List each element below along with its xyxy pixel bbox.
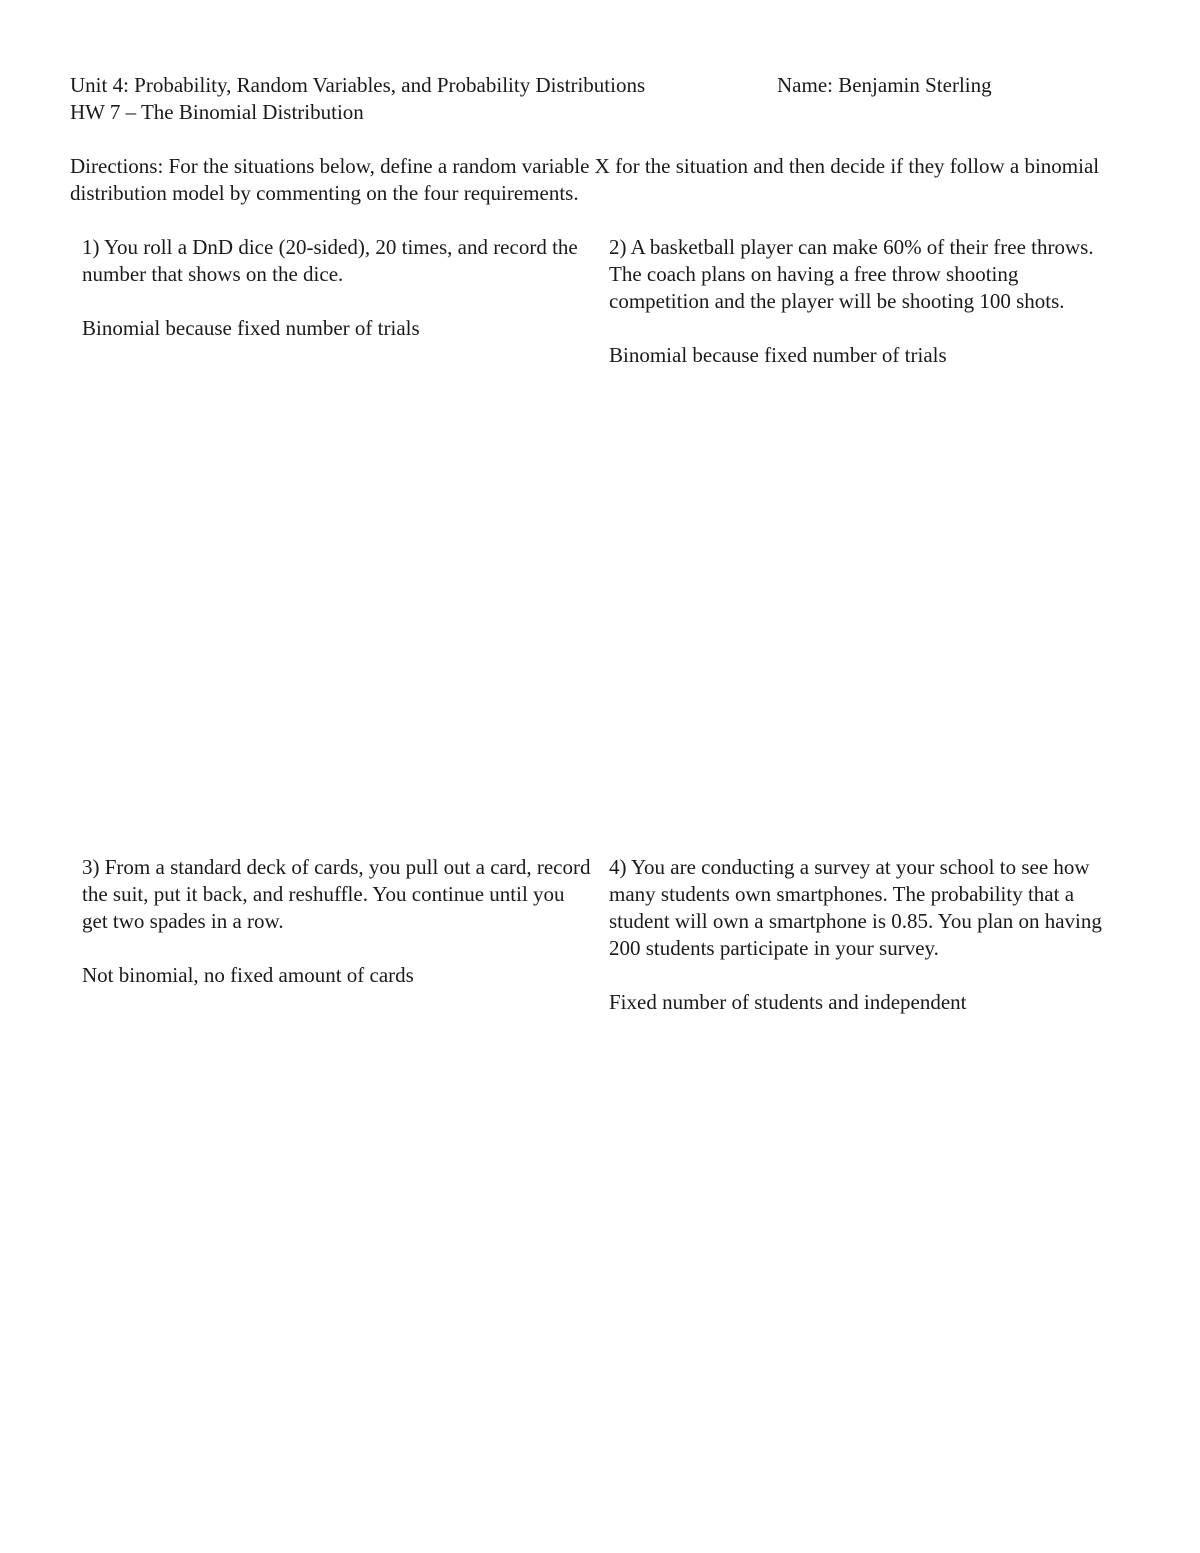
problem-2-answer: Binomial because fixed number of trials xyxy=(609,343,947,367)
problem-1-answer: Binomial because fixed number of trials xyxy=(82,316,420,340)
directions-text: Directions: For the situations below, define a random variable X for the situation and then decide if they follow a binomial distribution model by commenting on the four requirements. xyxy=(70,154,1100,205)
problem-3-question: 3) From a standard deck of cards, you pull out a card, record the suit, put it back, and reshuffle. You continue until you get two spades in a row. xyxy=(82,855,591,933)
problem-4-question: 4) You are conducting a survey at your school to see how many students own smartphones. The probability that a student will own a smartphone is 0.85. You plan on having 200 students participate in your survey. xyxy=(609,855,1102,960)
problem-3-answer: Not binomial, no fixed amount of cards xyxy=(82,963,414,987)
problem-4-answer: Fixed number of students and independent xyxy=(609,990,967,1014)
problem-3 xyxy=(82,854,592,989)
problem-1 xyxy=(82,234,592,342)
problem-2-question: 2) A basketball player can make 60% of their free throws. The coach plans on having a free throw shooting competition and the player will be shooting 100 shots. xyxy=(609,235,1094,313)
problem-2 xyxy=(609,234,1114,369)
student-name: Name: Benjamin Sterling xyxy=(777,73,992,97)
homework-title: HW 7 – The Binomial Distribution xyxy=(70,100,364,124)
problem-4 xyxy=(609,854,1114,1016)
problem-1-question: 1) You roll a DnD dice (20-sided), 20 times, and record the number that shows on the dice. xyxy=(82,235,578,286)
unit-title: Unit 4: Probability, Random Variables, and Probability Distributions xyxy=(70,73,646,97)
